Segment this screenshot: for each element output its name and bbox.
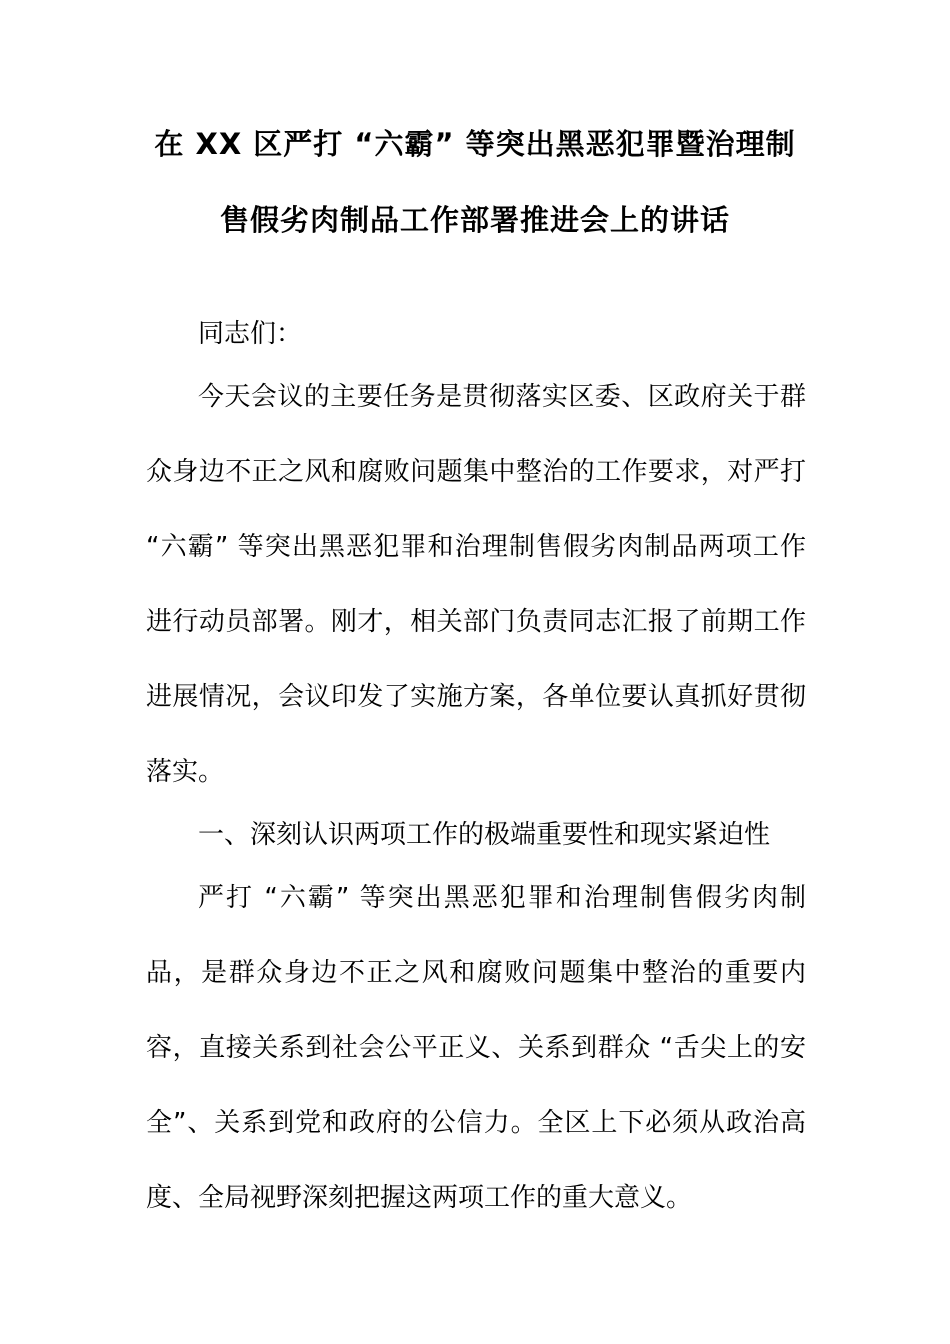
section-heading: 一、深刻认识两项工作的极端重要性和现实紧迫性 xyxy=(198,820,771,850)
salutation: 同志们： xyxy=(198,319,303,349)
document-title-line-2: 售假劣肉制品工作部署推进会上的讲话 xyxy=(219,203,730,237)
document-title-line-1: 在 XX 区严打 “六霸” 等突出黑恶犯罪暨治理制 xyxy=(154,127,796,161)
paragraph-line: 众身边不正之风和腐败问题集中整治的工作要求，对严打 xyxy=(146,457,806,487)
paragraph-line: 容，直接关系到社会公平正义、关系到群众 “舌尖上的安 xyxy=(146,1033,806,1063)
paragraph-line: 今天会议的主要任务是贯彻落实区委、区政府关于群 xyxy=(198,382,806,412)
paragraph-line: 全”、关系到党和政府的公信力。全区上下必须从政治高 xyxy=(146,1108,806,1138)
paragraph-line: 落实。 xyxy=(146,757,225,787)
paragraph-line: 进行动员部署。刚才，相关部门负责同志汇报了前期工作 xyxy=(146,607,806,637)
paragraph-line: “六霸” 等突出黑恶犯罪和治理制售假劣肉制品两项工作 xyxy=(146,532,806,562)
paragraph-line: 进展情况，会议印发了实施方案，各单位要认真抓好贯彻 xyxy=(146,682,806,712)
paragraph-line: 严打 “六霸” 等突出黑恶犯罪和治理制售假劣肉制 xyxy=(198,883,806,913)
paragraph-line: 度、全局视野深刻把握这两项工作的重大意义。 xyxy=(146,1183,693,1213)
paragraph-line: 品，是群众身边不正之风和腐败问题集中整治的重要内 xyxy=(146,958,806,988)
